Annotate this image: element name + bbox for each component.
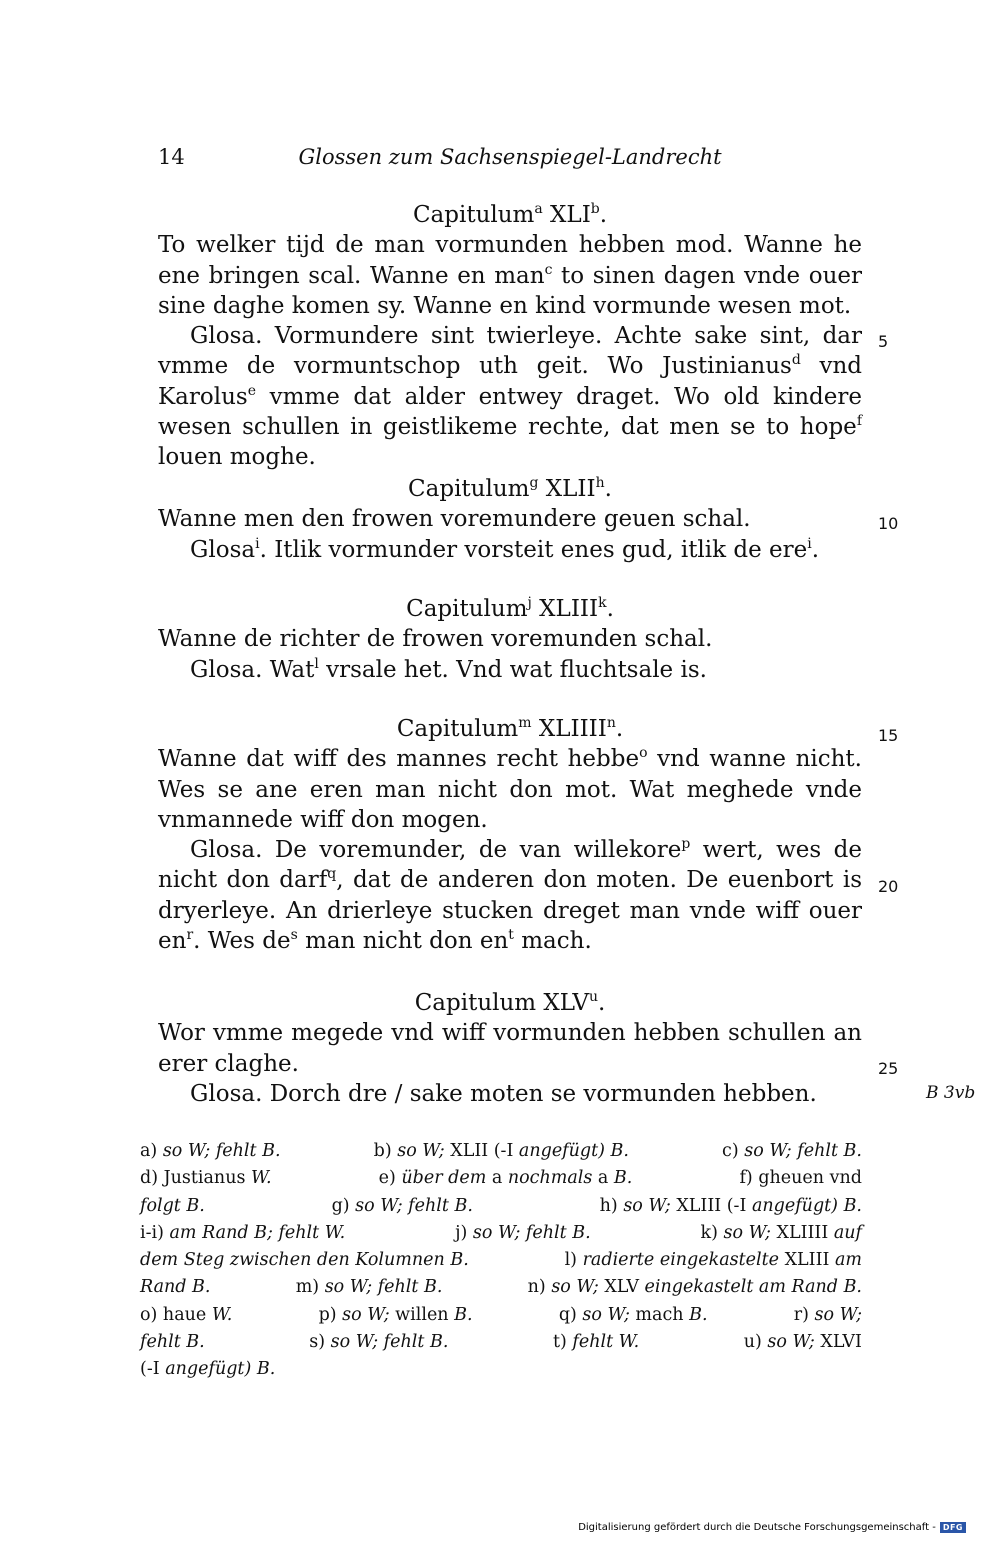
chapter-heading: Capitulum$^a$ XLI$^b$. [412,201,608,228]
chapter-heading: Capitulum$^j$ XLIII$^k$. [406,595,614,622]
chapter-xlii [158,474,862,565]
chapter-text: Wanne men den frowen voremundere geuen schal. [158,506,751,533]
footnote-line: i-i) am Rand B; fehlt W. j) so W; fehlt B. k) so W; XLIIII auf [140,1222,862,1243]
line-number: 15 [878,726,899,745]
digitization-credit [578,1522,966,1533]
running-title: Glossen zum Sachsenspiegel-Landrecht [298,145,722,169]
line-number: 10 [878,514,899,533]
chapter-text: Wanne de richter de frowen voremunden schal. [158,626,713,653]
credit-text: Digitalisierung gefördert durch die Deutsche Forschungsgemeinschaft - [578,1522,936,1533]
margin-note: B 3vb [926,1083,976,1103]
footnote-line: o) haue W. p) so W; willen B. q) so W; mach B. r) so W; [140,1304,862,1325]
chapter-heading: Capitulum XLV$^u$. [414,989,606,1016]
footnote-line: Rand B. m) so W; fehlt B. n) so W; XLV eingekastelt am Rand B. [140,1277,862,1298]
glosa-text: Glosa. Dorch dre / sake moten se vormunden hebben. [190,1080,817,1107]
chapter-xlv [158,988,862,1109]
dfg-logo-icon: DFG [940,1522,966,1533]
glosa-text: Glosa. Vormundere sint twierleye. Achte sake sint, dar vmme de vormuntschop uth geit. Wo Justinianus$^d$ vnd Karolus$^e$ vmme dat alder entwey draget. Wo old kindere wesen schullen in geistlikeme rechte, dat men se to hope$^f$ louen moghe. [158,323,862,471]
footnote-line: fehlt B. s) so W; fehlt B. t) fehlt W. u) so W; XLVI [140,1332,862,1353]
line-number: 25 [878,1059,899,1078]
footnote-line: dem Steg zwischen den Kolumnen B. l) radierte eingekastelte XLIII am [140,1250,862,1271]
footnote-line: a) so W; fehlt B. b) so W; XLII (-I angefügt) B. c) so W; fehlt B. [140,1141,862,1161]
line-number: 20 [878,877,899,896]
line-number: 5 [878,332,889,351]
chapter-heading: Capitulum$^g$ XLII$^h$. [408,475,612,502]
page-header [158,145,862,177]
chapter-heading: Capitulum$^m$ XLIIII$^n$. [396,715,624,742]
chapter-xliii [158,594,862,685]
footnote-line: d) Justianus W. e) über dem a nochmals a B. f) gheuen vnd [140,1168,862,1189]
chapter-text: Wanne dat wiff des mannes recht hebbe$^o$ vnd wanne nicht. Wes se ane eren man nicht don mot. Wat meghede vnde vnmannede wiff don mogen. [158,745,862,833]
glosa-text: Glosa$^i$. Itlik vormunder vorsteit enes gud, itlik de ere$^i$. [190,535,820,563]
chapter-text: Wor vmme megede vnd wiff vormunden hebben schullen an erer claghe. [158,1020,862,1077]
apparatus-footnotes [140,1138,862,1384]
chapter-xli [158,200,862,473]
footnote-line: (-I angefügt) B. [140,1359,276,1380]
chapter-xliiii [158,714,862,956]
footnote-line: folgt B. g) so W; fehlt B. h) so W; XLIII (-I angefügt) B. [140,1195,862,1216]
glosa-text: Glosa. Wat$^l$ vrsale het. Vnd wat fluchtsale is. [190,655,707,683]
page-number: 14 [158,145,185,169]
chapter-text: To welker tijd de man vormunden hebben mod. Wanne he ene bringen scal. Wanne en man$^c$ to sinen dagen vnde ouer sine daghe komen sy. Wanne en kind vormunde wesen mot. [158,232,862,319]
glosa-text: Glosa. De voremunder, de van willekore$^p$ wert, wes de nicht don darf$^q$, dat de anderen don moten. De euenbort is dryerleye. An drierleye stucken dreget man vnde wiff ouer $en^r$. Wes $de^s$ man nicht don $en^t$ mach. [158,836,862,955]
